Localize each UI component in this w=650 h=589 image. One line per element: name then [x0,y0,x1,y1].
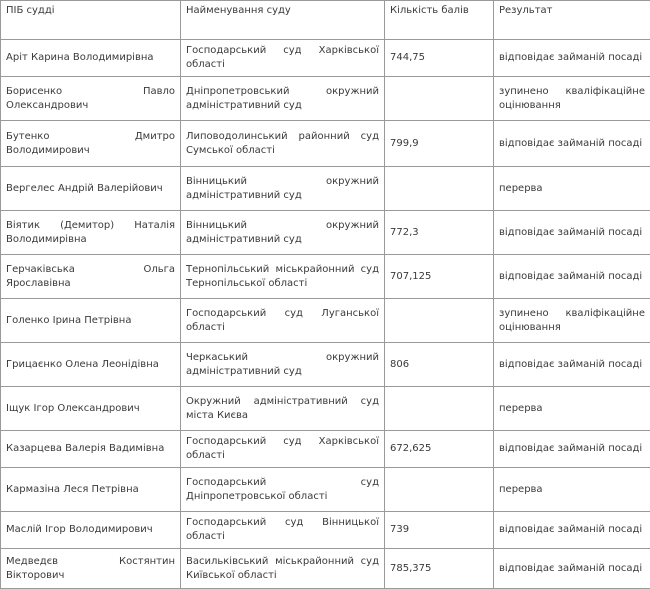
score: 785,375 [385,549,494,589]
score [385,468,494,512]
judge-name: Герчаківська Ольга Ярославівна [1,255,181,299]
table-row [1,167,650,211]
header-name: ПІБ судді [1,1,181,40]
header-row [1,1,650,40]
court-name: Господарський суд Луганської області [181,299,385,343]
table-row [1,121,650,167]
table-row [1,431,650,468]
table-row [1,77,650,121]
score [385,77,494,121]
header-result: Результат [494,1,650,40]
score [385,387,494,431]
result: зупинено кваліфікаційне оцінювання [494,77,650,121]
table-row [1,387,650,431]
table-row [1,255,650,299]
score: 799,9 [385,121,494,167]
result: відповідає займаній посаді [494,255,650,299]
court-name: Господарський суд Дніпропетровської області [181,468,385,512]
score [385,167,494,211]
result: відповідає займаній посаді [494,512,650,549]
result: відповідає займаній посаді [494,343,650,387]
result: зупинено кваліфікаційне оцінювання [494,299,650,343]
judge-name: Казарцева Валерія Вадимівна [1,431,181,468]
court-name: Васильківський міськрайонний суд Київської області [181,549,385,589]
judge-name: Аріт Карина Володимирівна [1,40,181,77]
table-row [1,468,650,512]
judge-name: Віятик (Демитор) Наталія Володимирівна [1,211,181,255]
result: відповідає займаній посаді [494,431,650,468]
header-score: Кількість балів [385,1,494,40]
court-name: Господарський суд Харківської області [181,40,385,77]
result: перерва [494,167,650,211]
judge-name: Голенко Ірина Петрівна [1,299,181,343]
result: відповідає займаній посаді [494,121,650,167]
judge-name: Вергелес Андрій Валерійович [1,167,181,211]
table-row [1,299,650,343]
judge-name: Борисенко Павло Олександрович [1,77,181,121]
judge-name: Кармазіна Леся Петрівна [1,468,181,512]
table-row [1,343,650,387]
judge-name: Іщук Ігор Олександрович [1,387,181,431]
court-name: Вінницький окружний адміністративний суд [181,167,385,211]
table-row [1,512,650,549]
judge-name: Маслій Ігор Володимирович [1,512,181,549]
score: 744,75 [385,40,494,77]
result: відповідає займаній посаді [494,40,650,77]
result: відповідає займаній посаді [494,549,650,589]
table-row [1,40,650,77]
score: 772,3 [385,211,494,255]
judge-name: Медведєв Костянтин Вікторович [1,549,181,589]
result: перерва [494,468,650,512]
court-name: Липоводолинський районний суд Сумської області [181,121,385,167]
judge-name: Грицаєнко Олена Леонідівна [1,343,181,387]
score: 739 [385,512,494,549]
court-name: Тернопільський міськрайонний суд Тернопільської області [181,255,385,299]
score: 806 [385,343,494,387]
table-row [1,549,650,589]
score [385,299,494,343]
court-name: Вінницький окружний адміністративний суд [181,211,385,255]
court-name: Окружний адміністративний суд міста Києва [181,387,385,431]
score: 672,625 [385,431,494,468]
header-court: Найменування суду [181,1,385,40]
judge-name: Бутенко Дмитро Володимирович [1,121,181,167]
result: відповідає займаній посаді [494,211,650,255]
result: перерва [494,387,650,431]
court-name: Черкаський окружний адміністративний суд [181,343,385,387]
table-row [1,211,650,255]
court-name: Дніпропетровський окружний адміністративний суд [181,77,385,121]
score: 707,125 [385,255,494,299]
court-name: Господарський суд Харківської області [181,431,385,468]
court-name: Господарський суд Вінницької області [181,512,385,549]
